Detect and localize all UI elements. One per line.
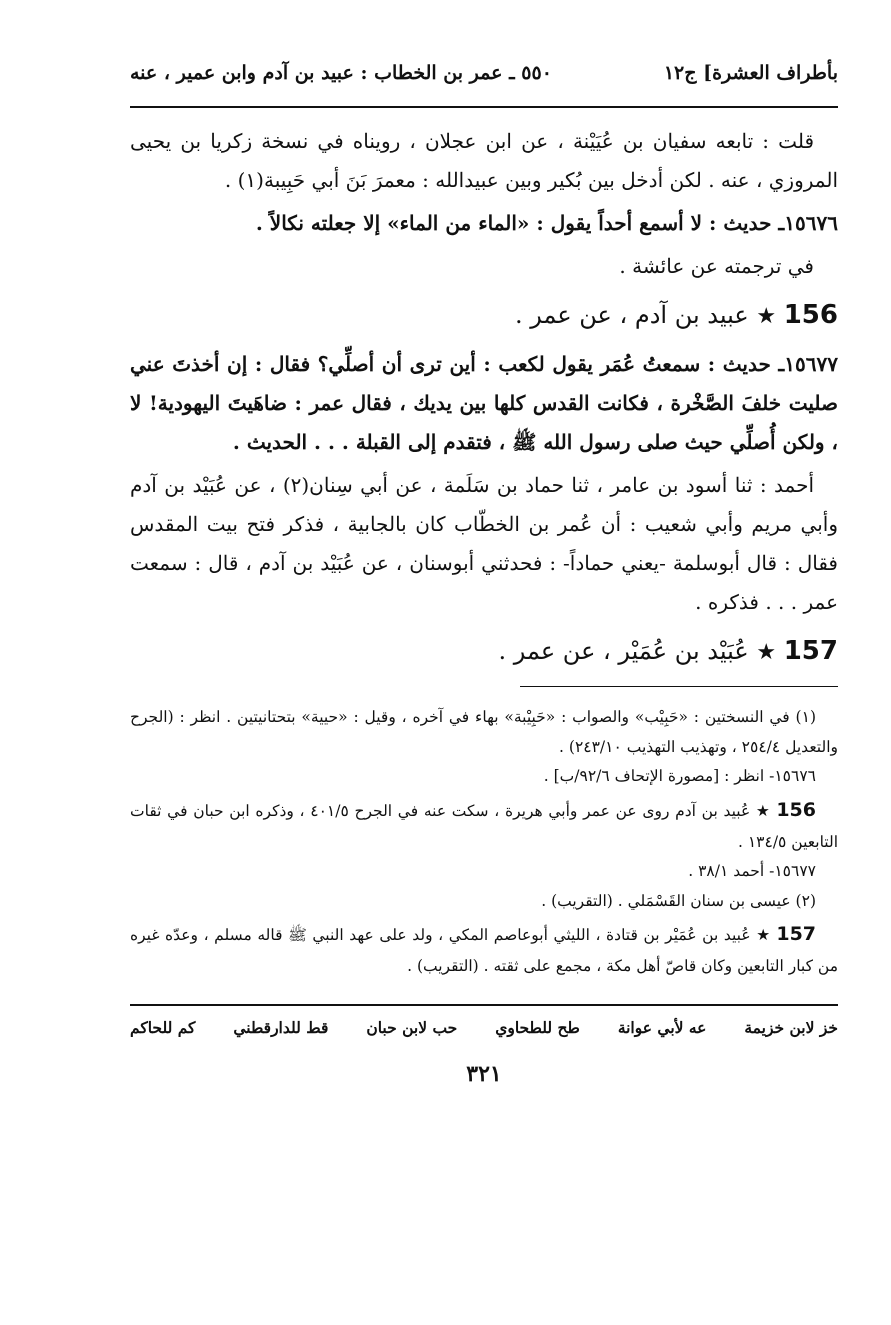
entry-title: عُبَيْد بن عُمَيْر ، عن عمر . <box>498 636 749 665</box>
entry-title: عبيد بن آدم ، عن عمر . <box>514 301 749 329</box>
footnote: (١) في النسختين : «حَبِيْب» والصواب : «حَبِيْبة» بهاء في آخره ، وقيل : «حيية» بتحتانيتين . انظر : (الجرح والتعديل ٢٥٤/٤ ، وتهذيب التهذيب ٢٤٣/١٠) . <box>130 708 838 756</box>
footnote <box>130 792 838 858</box>
entry-number: 157 <box>783 635 838 666</box>
footnote-number: 156 <box>776 798 816 821</box>
hadith-number: ١٥٦٧٧ <box>784 351 838 376</box>
narrator-entry <box>130 290 838 341</box>
hadith-heading <box>130 204 838 243</box>
footnote <box>130 916 838 982</box>
abbreviation-item: كم للحاكم <box>130 1017 196 1037</box>
star-icon: ★ <box>756 304 777 329</box>
footnote: (٢) عيسى بن سنان القَسْمَلي . (التقريب) . <box>541 891 816 910</box>
paragraph: أحمد : ثنا أسود بن عامر ، ثنا حماد بن سَلَمة ، عن أبي سِنان(٢) ، عن عُبَيْد بن آدم وأبي مريم وأبي شعيب : أن عُمر بن الخطّاب كان بالجابية ، فذكر فتح بيت المقدس فقال : قال أبوسلمة -يعني حماداً- : فحدثني أبوسنان ، عن عُبَيْد بن آدم ، قال : سمعت عمر . . . فذكره . <box>130 472 838 614</box>
footnote-number: 157 <box>776 923 817 946</box>
footnote-text: ★ عُبيد بن عُمَيْر بن قتادة ، الليثي أبوعاصم المكي ، ولد على عهد النبي ﷺ قاله مسلم ، وعدّه غيره من كبار التابعين وكان قاصّ أهل مكة ، مجمع على ثقته . (التقريب) . <box>130 926 838 976</box>
footnotes <box>130 703 838 981</box>
hadith-text: ـ حديث : لا أسمع أحداً يقول : «الماء من الماء» إلا جعلته نكالاً . <box>255 211 785 235</box>
star-icon: ★ <box>756 639 777 665</box>
header-title-right: بأطراف العشرة] ج١٢ <box>663 62 838 84</box>
footer-rule <box>130 1004 838 1006</box>
hadith-text: ـ حديث : سمعتُ عُمَر يقول لكعب : أين ترى أن أصلِّي؟ فقال : إن أخذتَ عني صليت خلفَ الصَّخْرة ، فكانت القدس كلها بين يديك ، فقال عمر : ضاهَيتَ اليهودية! لا ، ولكن أُصلِّي حيث صلى رسول الله ﷺ ، فتقدم إلى القبلة . . . الحديث . <box>130 351 838 454</box>
abbreviation-item: عه لأبي عوانة <box>617 1017 707 1037</box>
header-title-left: ٥٥٠ ـ عمر بن الخطاب : عبيد بن آدم وابن عمير ، عنه <box>130 62 552 84</box>
abbreviation-item: طح للطحاوي <box>495 1017 580 1037</box>
footnote: ١٥٦٧٧- أحمد ٣٨/١ . <box>688 862 816 881</box>
page-number: ٣٢١ <box>466 1060 502 1087</box>
abbreviation-key <box>130 1018 838 1037</box>
abbreviation-item: قط للدارقطني <box>233 1017 329 1037</box>
paragraph: في ترجمته عن عائشة . <box>619 254 814 278</box>
abbreviation-item: حب لابن حبان <box>366 1017 458 1037</box>
narrator-entry <box>130 626 838 677</box>
paragraph: قلت : تابعه سفيان بن عُيَيْنة ، عن ابن عجلان ، رويناه في نسخة زكريا بن يحيى المروزي ، عنه . لكن أدخل بين بُكير وبين عبيدالله : معمرَ بَنَ أبي حَبِيبة(١) . <box>130 129 838 192</box>
footnote: ١٥٦٧٦- انظر : [مصورة الإتحاف ٩٢/٦/ب] . <box>543 767 816 786</box>
abbreviation-item: خز لابن خزيمة <box>744 1017 838 1037</box>
book-page <box>130 62 838 1087</box>
hadith-number: ١٥٦٧٦ <box>784 211 838 235</box>
hadith-heading <box>130 345 838 462</box>
header-rule <box>130 106 838 108</box>
main-text <box>130 122 838 676</box>
entry-number: 156 <box>783 300 838 330</box>
footnote-rule <box>520 686 838 687</box>
running-header <box>130 62 838 98</box>
footnote-text: ★ عُبيد بن آدم روى عن عمر وأبي هريرة ، سكت عنه في الجرح ٤٠١/٥ ، وذكره ابن حبان في ثقات التابعين ١٣٤/٥ . <box>130 801 838 851</box>
